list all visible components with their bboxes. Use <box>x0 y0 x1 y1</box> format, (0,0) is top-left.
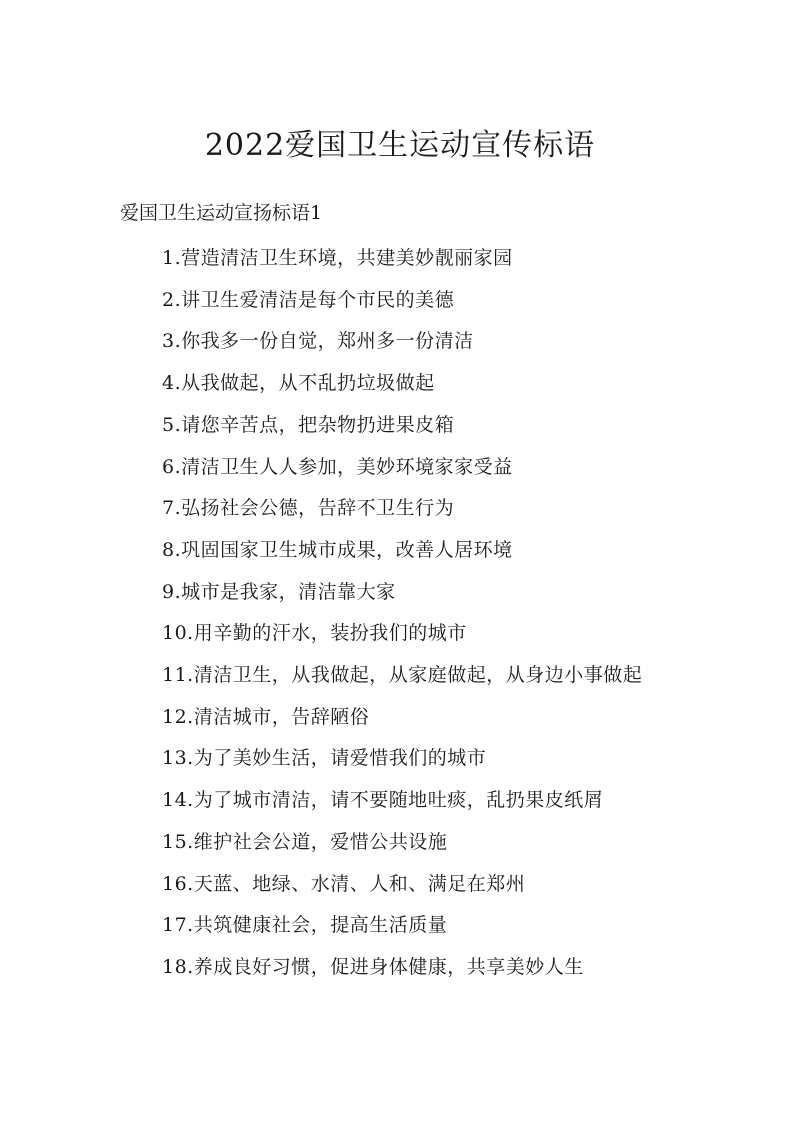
page-title: 2022爱国卫生运动宣传标语 <box>204 128 596 163</box>
slogan-item-16: 16.天蓝、地绿、水清、人和、满足在郑州 <box>162 872 526 895</box>
slogan-item-8: 8.巩固国家卫生城市成果，改善人居环境 <box>162 538 513 561</box>
slogan-item-12: 12.清洁城市，告辞陋俗 <box>162 705 370 728</box>
slogan-item-9: 9.城市是我家，清洁靠大家 <box>162 580 396 603</box>
slogan-item-18: 18.养成良好习惯，促进身体健康，共享美妙人生 <box>162 955 584 978</box>
slogan-item-6: 6.清洁卫生人人参加，美妙环境家家受益 <box>162 455 513 478</box>
slogan-item-10: 10.用辛勤的汗水，装扮我们的城市 <box>162 622 467 645</box>
slogan-item-3: 3.你我多一份自觉，郑州多一份清洁 <box>162 330 474 353</box>
slogan-item-7: 7.弘扬社会公德，告辞不卫生行为 <box>162 497 455 520</box>
slogan-list <box>120 238 690 989</box>
slogan-item-2: 2.讲卫生爱清洁是每个市民的美德 <box>162 288 455 311</box>
slogan-item-5: 5.请您辛苦点，把杂物扔进果皮箱 <box>162 413 455 436</box>
section-heading: 爱国卫生运动宣扬标语1 <box>120 202 323 224</box>
slogan-item-11: 11.清洁卫生，从我做起，从家庭做起，从身边小事做起 <box>162 664 643 687</box>
slogan-item-1: 1.营造清洁卫生环境，共建美妙靓丽家园 <box>162 247 513 269</box>
slogan-item-4: 4.从我做起，从不乱扔垃圾做起 <box>162 372 435 395</box>
slogan-item-14: 14.为了城市清洁，请不要随地吐痰，乱扔果皮纸屑 <box>162 789 604 812</box>
slogan-item-15: 15.维护社会公道，爱惜公共设施 <box>162 830 448 853</box>
slogan-item-13: 13.为了美妙生活，请爱惜我们的城市 <box>162 747 487 770</box>
slogan-item-17: 17.共筑健康社会，提高生活质量 <box>162 914 448 937</box>
